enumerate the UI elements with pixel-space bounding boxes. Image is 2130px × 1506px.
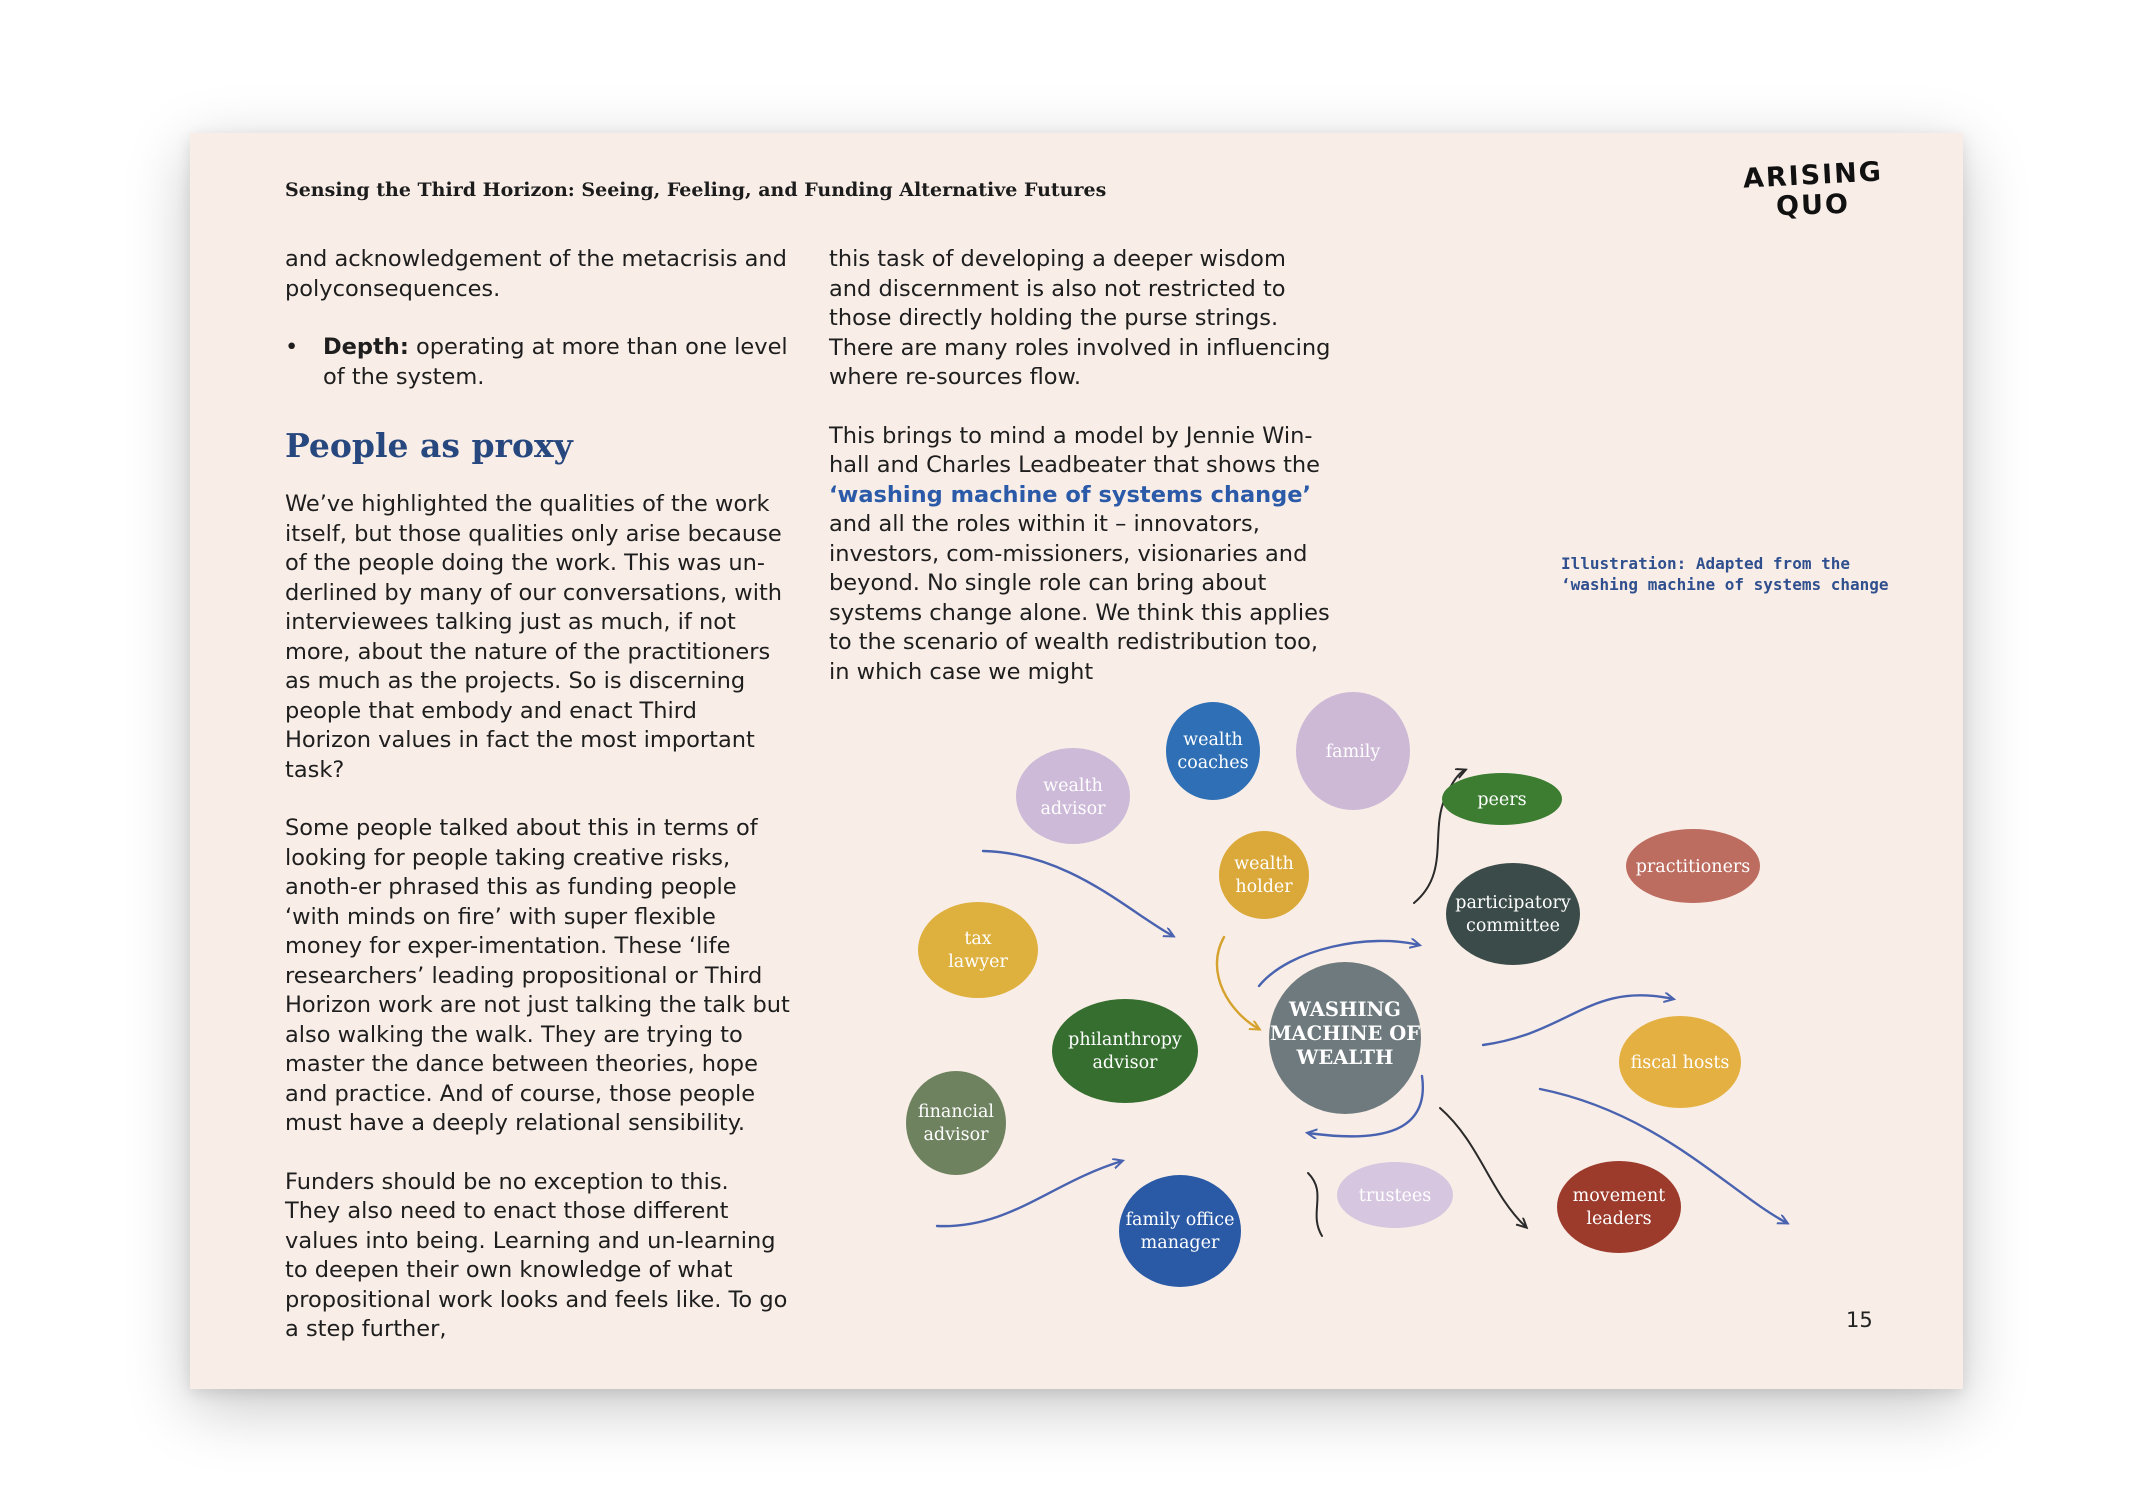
svg-text:coaches: coaches — [1177, 753, 1249, 773]
arrow-center-to-movement — [1440, 1108, 1526, 1227]
svg-text:wealth: wealth — [1234, 854, 1294, 874]
svg-text:advisor: advisor — [923, 1125, 989, 1145]
svg-text:philanthropy: philanthropy — [1068, 1030, 1182, 1050]
svg-text:advisor: advisor — [1040, 799, 1106, 819]
illustration-caption: Illustration: Adapted from the ‘washing machine of systems change — [1561, 554, 1889, 594]
arrow-holder-to-center — [1217, 937, 1259, 1029]
continuation-text: and acknowledgement of the metacrisis and polyconsequences. — [285, 246, 787, 302]
page-number: 15 — [1846, 1308, 1873, 1332]
node-participatory-committee — [1446, 863, 1580, 965]
node-wealth-holder — [1219, 831, 1309, 919]
center-label-line-3: WEALTH — [1296, 1046, 1394, 1069]
node-tax-lawyer — [918, 902, 1038, 998]
bullet-symbol: • — [285, 334, 299, 360]
washing-machine-link[interactable]: ‘washing machine of systems change’ — [829, 481, 1312, 508]
svg-text:wealth: wealth — [1183, 730, 1243, 750]
paragraph-3: Funders should be no exception to this. They also need to enact those different values into being. Learning and un-learning to deepen their own knowledge of what propositional work looks and feels like. To go a step further, — [285, 1168, 788, 1342]
node-philanthropy-advisor — [1052, 999, 1198, 1103]
svg-text:participatory: participatory — [1455, 893, 1571, 913]
diagram-center-node — [1269, 962, 1421, 1114]
washing-machine-diagram — [190, 133, 1963, 1389]
svg-text:manager: manager — [1140, 1233, 1220, 1253]
svg-text:trustees: trustees — [1358, 1186, 1432, 1206]
svg-text:tax: tax — [964, 929, 992, 949]
paragraph-5-end: and all the roles within it – innovators, investors, com-missioners, visionaries and beyond. No single role can bring about systems change alone. We think this applies to the scenario of wealth redistribution too, in which case we might — [829, 511, 1330, 685]
node-family-office-manager — [1119, 1175, 1241, 1287]
paragraph-5-start: This brings to mind a model by Jennie Win-hall and Charles Leadbeater that shows the — [829, 422, 1320, 478]
logo-line-2: QUO — [1775, 188, 1851, 223]
svg-text:financial: financial — [917, 1102, 995, 1122]
node-family — [1296, 692, 1410, 810]
svg-text:family: family — [1325, 742, 1381, 762]
bullet-text: operating at more than one level of the system. — [323, 334, 788, 390]
node-movement-leaders — [1557, 1161, 1681, 1253]
svg-text:peers: peers — [1477, 790, 1527, 810]
svg-text:fiscal hosts: fiscal hosts — [1630, 1053, 1730, 1073]
svg-text:committee: committee — [1466, 916, 1560, 936]
node-financial-advisor — [906, 1071, 1006, 1175]
svg-text:family office: family office — [1125, 1210, 1235, 1230]
center-label-line-1: WASHING — [1289, 998, 1401, 1021]
svg-text:leaders: leaders — [1586, 1209, 1652, 1229]
node-wealth-coaches — [1166, 702, 1260, 800]
section-heading: People as proxy — [285, 426, 573, 465]
center-label-line-2: MACHINE OF — [1269, 1022, 1421, 1045]
node-fiscal-hosts — [1619, 1016, 1741, 1108]
arrow-near-trustees — [1308, 1173, 1322, 1236]
document-page — [190, 133, 1963, 1389]
logo-line-1: ARISING — [1742, 156, 1884, 195]
svg-text:lawyer: lawyer — [948, 952, 1008, 972]
bullet-term: Depth: — [323, 334, 409, 360]
node-wealth-advisor — [1016, 748, 1130, 844]
node-peers — [1442, 773, 1562, 825]
node-practitioners — [1626, 829, 1760, 903]
paragraph-4: this task of developing a deeper wisdom and discernment is also not restricted to those directly holding the purse strings. There are many roles involved in influencing where re-sources flow. — [829, 246, 1331, 390]
svg-text:practitioners: practitioners — [1635, 857, 1751, 877]
node-trustees — [1337, 1162, 1453, 1228]
paragraph-1: We’ve highlighted the qualities of the work itself, but those qualities only arise because of the people doing the work. This was un-derlined by many of our conversations, with interviewees talking just as much, if not more, about the nature of the practitioners as much as the projects. So is discerning people that embody and enact Third Horizon values in fact the most important task? — [285, 491, 783, 783]
running-header: Sensing the Third Horizon: Seeing, Feeling, and Funding Alternative Futures — [285, 179, 1107, 201]
paragraph-2: Some people talked about this in terms of looking for people taking creative risks, anoth-er phrased this as funding people ‘with minds on fire’ with super flexible money for exper-imentation. These ‘life researchers’ leading propositional or Third Horizon work are not just talking the talk but also walking the walk. They are trying to master the dance between theories, hope and practice. And of course, those people must have a deeply relational sensibility. — [285, 815, 790, 1136]
svg-text:movement: movement — [1572, 1186, 1666, 1206]
svg-text:wealth: wealth — [1043, 776, 1103, 796]
svg-text:holder: holder — [1235, 877, 1293, 897]
svg-text:advisor: advisor — [1092, 1053, 1158, 1073]
